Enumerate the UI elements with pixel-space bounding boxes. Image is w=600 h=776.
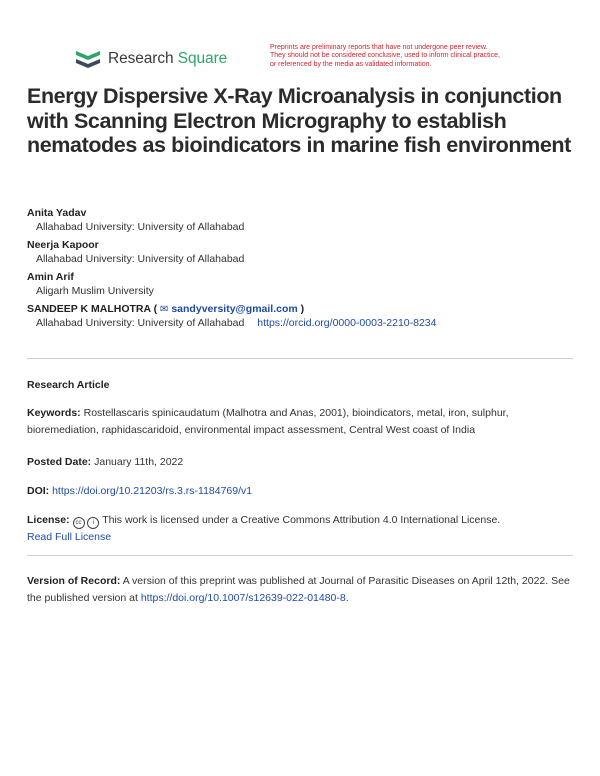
published-doi-link[interactable]: https://doi.org/10.1007/s12639-022-01480-8 [140, 592, 346, 604]
corresponding-affiliation [27, 316, 577, 334]
version-of-record-end: . [345, 592, 349, 604]
version-of-record-section [27, 573, 577, 607]
posted-date-label: Posted Date: [27, 456, 92, 468]
author-name: Anita Yadav [27, 207, 87, 219]
logo-word-square: Square [177, 50, 228, 67]
doi-link[interactable]: https://doi.org/10.21203/rs.3.rs-1184769/v1 [52, 485, 253, 497]
author-affiliation: Aligarh Muslim University [36, 285, 154, 297]
posted-date-section [27, 454, 577, 471]
keywords-label: Keywords: [27, 407, 81, 419]
paper-title: Energy Dispersive X-Ray Microanalysis in conjunction with Scanning Electron Micrography to establish nematodes as bioindicators in marine fish environment [27, 84, 571, 157]
by-icon: i [87, 517, 99, 529]
keywords-text: Rostellascaris spinicaudatum (Malhotra and Anas, 2001), bioindicators, metal, iron, sulphur, bioremediation, raphidascaridoid, environmental impact assessment, Central West coast of India [27, 407, 509, 436]
article-type [27, 377, 577, 394]
cc-icon: cc [73, 517, 85, 529]
author-name: Amin Arif [27, 271, 74, 283]
research-square-logo[interactable] [74, 48, 227, 70]
author-affiliation: Allahabad University: University of Allahabad [36, 221, 245, 233]
version-of-record-label: Version of Record: [27, 575, 121, 587]
author-list [27, 206, 577, 334]
read-full-license-link[interactable]: Read Full License [27, 531, 112, 543]
logo-word-research: Research [108, 50, 174, 67]
notice-line: or referenced by the media as validated information. [270, 60, 432, 68]
author-affiliation: Allahabad University: University of Allahabad [36, 253, 245, 265]
author-affiliation: Allahabad University: University of Allahabad [36, 317, 245, 329]
doi-section [27, 483, 577, 500]
license-section [27, 512, 577, 546]
logo-text [108, 50, 227, 68]
divider [27, 555, 573, 556]
article-type-label: Research Article [27, 379, 110, 391]
posted-date-value: January 11th, 2022 [94, 456, 184, 468]
mail-icon: ✉ [160, 304, 169, 315]
license-label: License: [27, 514, 70, 526]
notice-line: They should not be considered conclusive, used to inform clinical practice, [270, 52, 500, 60]
keywords-section [27, 405, 577, 439]
author-name: Neerja Kapoor [27, 239, 99, 251]
corresponding-author: SANDEEP K MALHOTRA ( ✉ sandyversity@gmail.com ) [27, 303, 305, 315]
author-email-link[interactable]: sandyversity@gmail.com [171, 303, 298, 315]
notice-line: Preprints are preliminary reports that have not undergone peer review. [270, 44, 488, 51]
author-name: SANDEEP K MALHOTRA [27, 303, 151, 315]
license-text: This work is licensed under a Creative Commons Attribution 4.0 International License. [102, 514, 501, 526]
doi-label: DOI: [27, 485, 50, 497]
orcid-link[interactable]: https://orcid.org/0000-0003-2210-8234 [257, 317, 437, 329]
version-of-record-text: A version of this preprint was published at Journal of Parasitic Diseases on April 12th, 2022. See the published version at [27, 575, 570, 604]
preprint-notice [270, 44, 540, 69]
header [0, 44, 600, 80]
divider [27, 358, 573, 359]
research-square-logo-icon [74, 48, 102, 70]
